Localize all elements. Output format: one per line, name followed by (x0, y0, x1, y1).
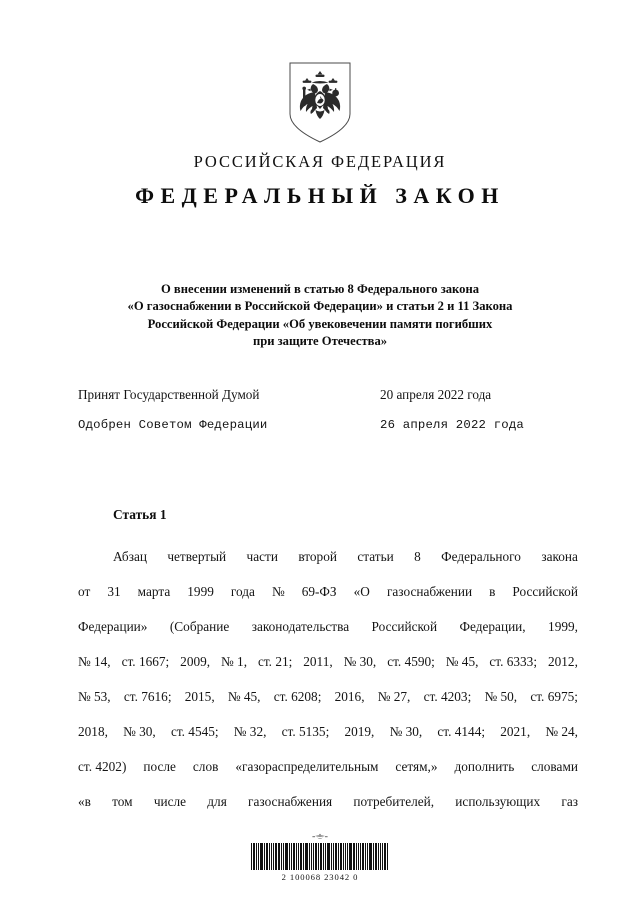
barcode-bar (356, 843, 357, 870)
body-word: газоснабжения (248, 794, 333, 809)
adoption-label: Одобрен Советом Федерации (78, 418, 268, 432)
barcode-bar (275, 843, 277, 870)
body-word: Российской (371, 619, 438, 634)
barcode-bar (298, 843, 299, 870)
body-word: Федерального (441, 549, 521, 564)
barcode-bar (349, 843, 352, 870)
body-word: в (489, 584, 496, 599)
body-word: № 32, (233, 724, 267, 739)
body-word: использующих (455, 794, 541, 809)
barcode-bar (256, 843, 257, 870)
body-word: ст. 1667; (121, 654, 170, 669)
body-word: ст. 4144; (437, 724, 486, 739)
body-word: газ (561, 794, 578, 809)
barcode-bar (283, 843, 284, 870)
barcode-bar (315, 843, 317, 870)
barcode-bar (303, 843, 304, 870)
barcode-bar (266, 843, 268, 870)
body-word: 8 (414, 549, 421, 564)
body-word: № 27, (377, 689, 411, 704)
body-word: после (143, 759, 176, 774)
body-word: 2021, (500, 724, 531, 739)
article-heading: Статья 1 (113, 507, 167, 522)
body-word: ст. 7616; (123, 689, 172, 704)
document-title (70, 281, 570, 351)
barcode-bar (369, 843, 372, 870)
barcode-bar (345, 843, 346, 870)
body-word: 2012, (547, 654, 578, 669)
barcode-bar (258, 843, 259, 870)
adoption-date: 20 апреля 2022 года (380, 387, 492, 402)
barcode-bar (367, 843, 368, 870)
body-word: № 45, (227, 689, 261, 704)
body-word: законодательства (251, 619, 350, 634)
body-word: 2018, (78, 724, 108, 739)
body-word: 2009, (180, 654, 211, 669)
barcode-bar (264, 843, 265, 870)
barcode-bar (278, 843, 280, 870)
barcode-bar (305, 843, 308, 870)
title-line: «О газоснабжении в Российской Федерации» и статьи 2 и 11 Закона (127, 299, 513, 314)
barcode-bar (331, 843, 332, 870)
barcode-bar (353, 843, 355, 870)
barcode-bar (384, 843, 386, 870)
barcode-bar (333, 843, 334, 870)
body-word: статьи (357, 549, 394, 564)
body-word: закона (541, 549, 578, 564)
barcode-bar (311, 843, 312, 870)
barcode-bar (260, 843, 263, 870)
body-word: № 24, (545, 724, 578, 739)
barcode-bar (300, 843, 302, 870)
barcode-bar (347, 843, 348, 870)
body-word: дополнить (454, 759, 515, 774)
body-word: ст. 6208; (273, 689, 322, 704)
barcode-bar (362, 843, 364, 870)
body-word: № 1, (221, 654, 248, 669)
barcode-bar (338, 843, 339, 870)
body-line (78, 644, 578, 679)
barcode-bar (269, 843, 270, 870)
body-word: ст. 5135; (281, 724, 330, 739)
body-word: «в (78, 794, 91, 809)
body-line (78, 784, 578, 819)
body-word: слов (192, 759, 219, 774)
title-line: при защите Отечества» (252, 334, 388, 349)
body-word: Абзац (113, 549, 147, 564)
small-emblem-icon (310, 833, 330, 842)
barcode-bar (335, 843, 337, 870)
title-line: Российской Федерации «Об увековечении памяти погибших (147, 316, 493, 331)
barcode-bar (358, 843, 359, 870)
body-line (78, 714, 578, 749)
body-word: ст. 4590; (387, 654, 435, 669)
body-line (78, 609, 578, 644)
body-word: № 30, (343, 654, 377, 669)
country-heading: РОССИЙСКАЯ ФЕДЕРАЦИЯ (193, 152, 447, 171)
barcode-bar (387, 843, 388, 870)
body-word: для (207, 794, 227, 809)
barcode-bar (273, 843, 274, 870)
barcode-bar (281, 843, 282, 870)
body-word: 2011, (303, 654, 333, 669)
barcode-bar (382, 843, 383, 870)
barcode-bar (313, 843, 314, 870)
adoption-label: Принят Государственной Думой (78, 387, 260, 402)
body-word: (Собрание (169, 619, 230, 634)
barcode-bar (378, 843, 379, 870)
body-word: четвертый (167, 549, 227, 564)
body-word: № 50, (484, 689, 518, 704)
barcode-bar (285, 843, 288, 870)
body-word: 31 (107, 584, 121, 599)
barcode-bar (253, 843, 255, 870)
body-word: марта (137, 584, 171, 599)
body-word: газоснабжении (386, 584, 473, 599)
body-word: № 14, (78, 654, 111, 669)
body-word: «О (353, 584, 370, 599)
barcode-bar (293, 843, 295, 870)
body-word: ст. 4545; (170, 724, 219, 739)
emblem-container (0, 62, 640, 144)
barcode-bar (325, 843, 326, 870)
barcode-bars (251, 843, 389, 870)
barcode-bar (291, 843, 292, 870)
barcode-bar (365, 843, 366, 870)
barcode-bar (380, 843, 381, 870)
title-line: О внесении изменений в статью 8 Федерального закона (160, 282, 480, 296)
body-word: ст. 6975; (530, 689, 578, 704)
body-line (78, 679, 578, 714)
barcode-bar (340, 843, 342, 870)
article-body (78, 539, 578, 819)
barcode-bar (318, 843, 319, 870)
barcode-bar (296, 843, 297, 870)
body-word: 1999 (187, 584, 214, 599)
barcode-bar (289, 843, 290, 870)
adoption-date: 26 апреля 2022 года (380, 418, 525, 432)
barcode-bar (373, 843, 374, 870)
barcode-container (0, 833, 640, 882)
barcode-digits: 2 100068 23042 0 (281, 871, 359, 882)
body-word: № 45, (445, 654, 479, 669)
body-word: «газораспределительным (235, 759, 379, 774)
barcode-bar (309, 843, 310, 870)
body-line (78, 574, 578, 609)
body-word: числе (153, 794, 187, 809)
body-word: № 53, (78, 689, 111, 704)
body-word: 2016, (334, 689, 365, 704)
body-word: ст. 4202) (78, 759, 127, 774)
body-word: ст. 4203; (423, 689, 472, 704)
body-word: Российской (512, 584, 578, 599)
body-word: ст. 6333; (489, 654, 538, 669)
body-word: от (78, 584, 91, 599)
barcode-bar (375, 843, 377, 870)
barcode-bar (323, 843, 324, 870)
body-word: 69-ФЗ (301, 584, 337, 599)
barcode-bar (271, 843, 272, 870)
body-word: второй (298, 549, 337, 564)
body-word: № 30, (389, 724, 423, 739)
barcode-bar (360, 843, 361, 870)
russian-coat-of-arms-icon (287, 62, 353, 144)
body-word: года (230, 584, 255, 599)
law-heading: ФЕДЕРАЛЬНЫЙ ЗАКОН (135, 183, 505, 208)
barcode-bar (320, 843, 322, 870)
body-word: части (246, 549, 278, 564)
body-word: Федерации, (459, 619, 526, 634)
body-word: 1999, (548, 619, 578, 634)
body-word: № 30, (123, 724, 156, 739)
body-line (78, 749, 578, 784)
body-word: Федерации» (78, 619, 148, 634)
body-word: 2019, (344, 724, 375, 739)
body-word: ст. 21; (257, 654, 293, 669)
body-word: словами (531, 759, 578, 774)
body-word: потребителей, (353, 794, 435, 809)
body-word: 2015, (184, 689, 215, 704)
barcode-bar (327, 843, 330, 870)
body-word: сетям,» (395, 759, 438, 774)
body-word: № (271, 584, 285, 599)
barcode-bar (251, 843, 252, 870)
barcode-bar (343, 843, 344, 870)
body-line (78, 539, 578, 574)
body-word: том (112, 794, 133, 809)
